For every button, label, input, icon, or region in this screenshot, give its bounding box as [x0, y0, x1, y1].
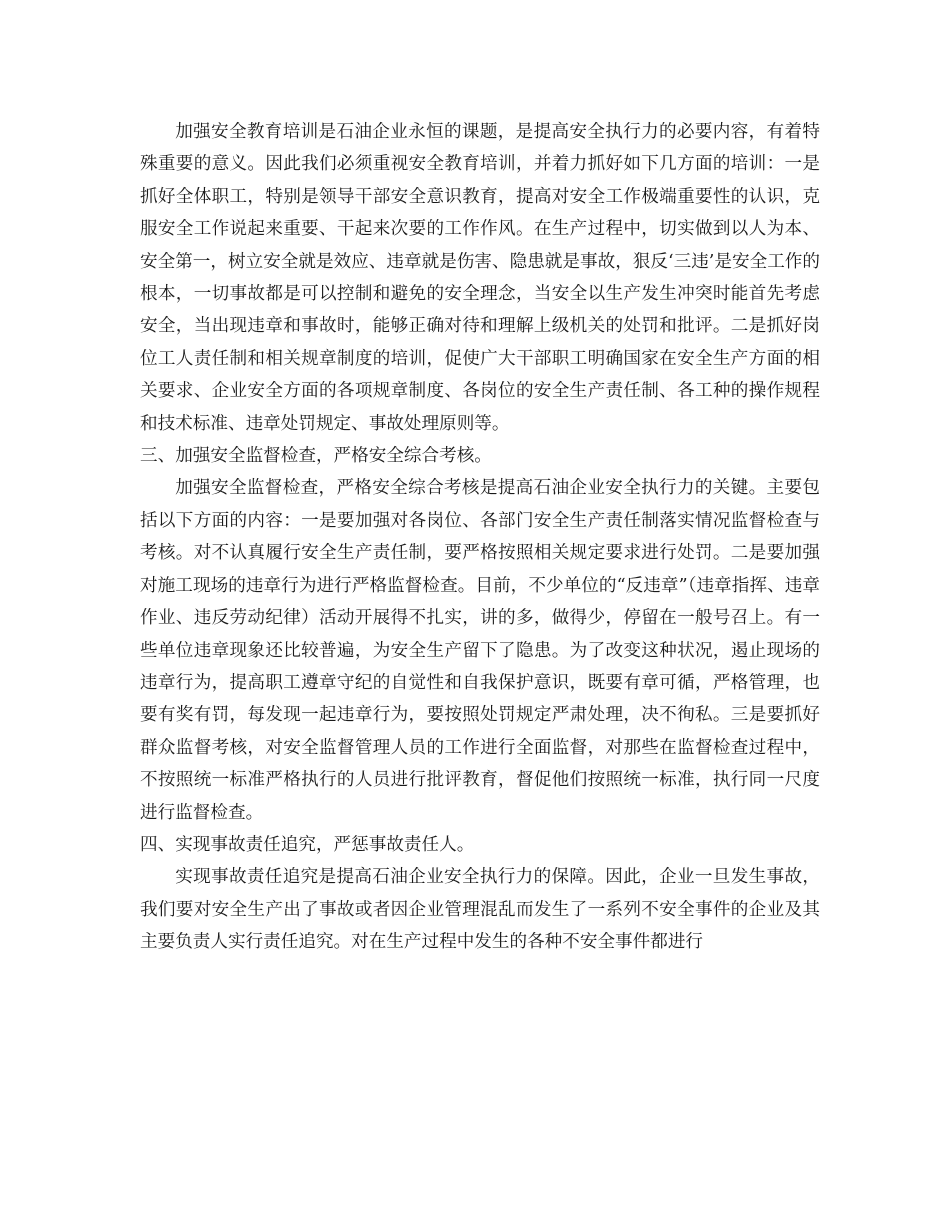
- section-heading-accountability: 四、实现事故责任追究，严惩事故责任人。: [140, 834, 475, 855]
- paragraph-accountability: 实现事故责任追究是提高石油企业安全执行力的保障。因此，企业一旦发生事故，我们要对安全生产出了事故或者因企业管理混乱而发生了一系列不安全事件的企业及其主要负责人实行责任追究。对在生产过程中发生的各种不安全事件都进行: [140, 867, 820, 953]
- paragraph-safety-training: 加强安全教育培训是石油企业永恒的课题，是提高安全执行力的必要内容，有着特殊重要的意义。因此我们必须重视安全教育培训，并着力抓好如下几方面的培训：一是抓好全体职工，特别是领导干部安全意识教育，提高对安全工作极端重要性的认识，克服安全工作说起来重要、干起来次要的工作作风。在生产过程中，切实做到以人为本、安全第一，树立安全就是效应、违章就是伤害、隐患就是事故，狠反‘三违’是安全工作的根本，一切事故都是可以控制和避免的安全理念，当安全以生产发生冲突时能首先考虑安全，当出现违章和事故时，能够正确对待和理解上级机关的处罚和批评。二是抓好岗位工人责任制和相关规章制度的培训，促使广大干部职工明确国家在安全生产方面的相关要求、企业安全方面的各项规章制度、各岗位的安全生产责任制、各工种的操作规程和技术标准、违章处罚规定、事故处理原则等。: [140, 122, 820, 434]
- paragraph-supervision: 加强安全监督检查，严格安全综合考核是提高石油企业安全执行力的关键。主要包括以下方面的内容：一是要加强对各岗位、各部门安全生产责任制落实情况监督检查与考核。对不认真履行安全生产责任制，要严格按照相关规定要求进行处罚。二是要加强对施工现场的违章行为进行严格监督检查。目前，不少单位的“反违章”（违章指挥、违章作业、违反劳动纪律）活动开展得不扎实，讲的多，做得少，停留在一般号召上。有一些单位违章现象还比较普遍，为安全生产留下了隐患。为了改变这种状况，遏止现场的违章行为，提高职工遵章守纪的自觉性和自我保护意识，既要有章可循，严格管理，也要有奖有罚，每发现一起违章行为，要按照处罚规定严肃处理，决不徇私。三是要抓好群众监督考核，对安全监督管理人员的工作进行全面监督，对那些在监督检查过程中，不按照统一标准严格执行的人员进行批评教育，督促他们按照统一标准，执行同一尺度进行监督检查。: [140, 478, 820, 823]
- section-heading-supervision: 三、加强安全监督检查，严格安全综合考核。: [140, 446, 492, 467]
- document-page: [140, 116, 820, 959]
